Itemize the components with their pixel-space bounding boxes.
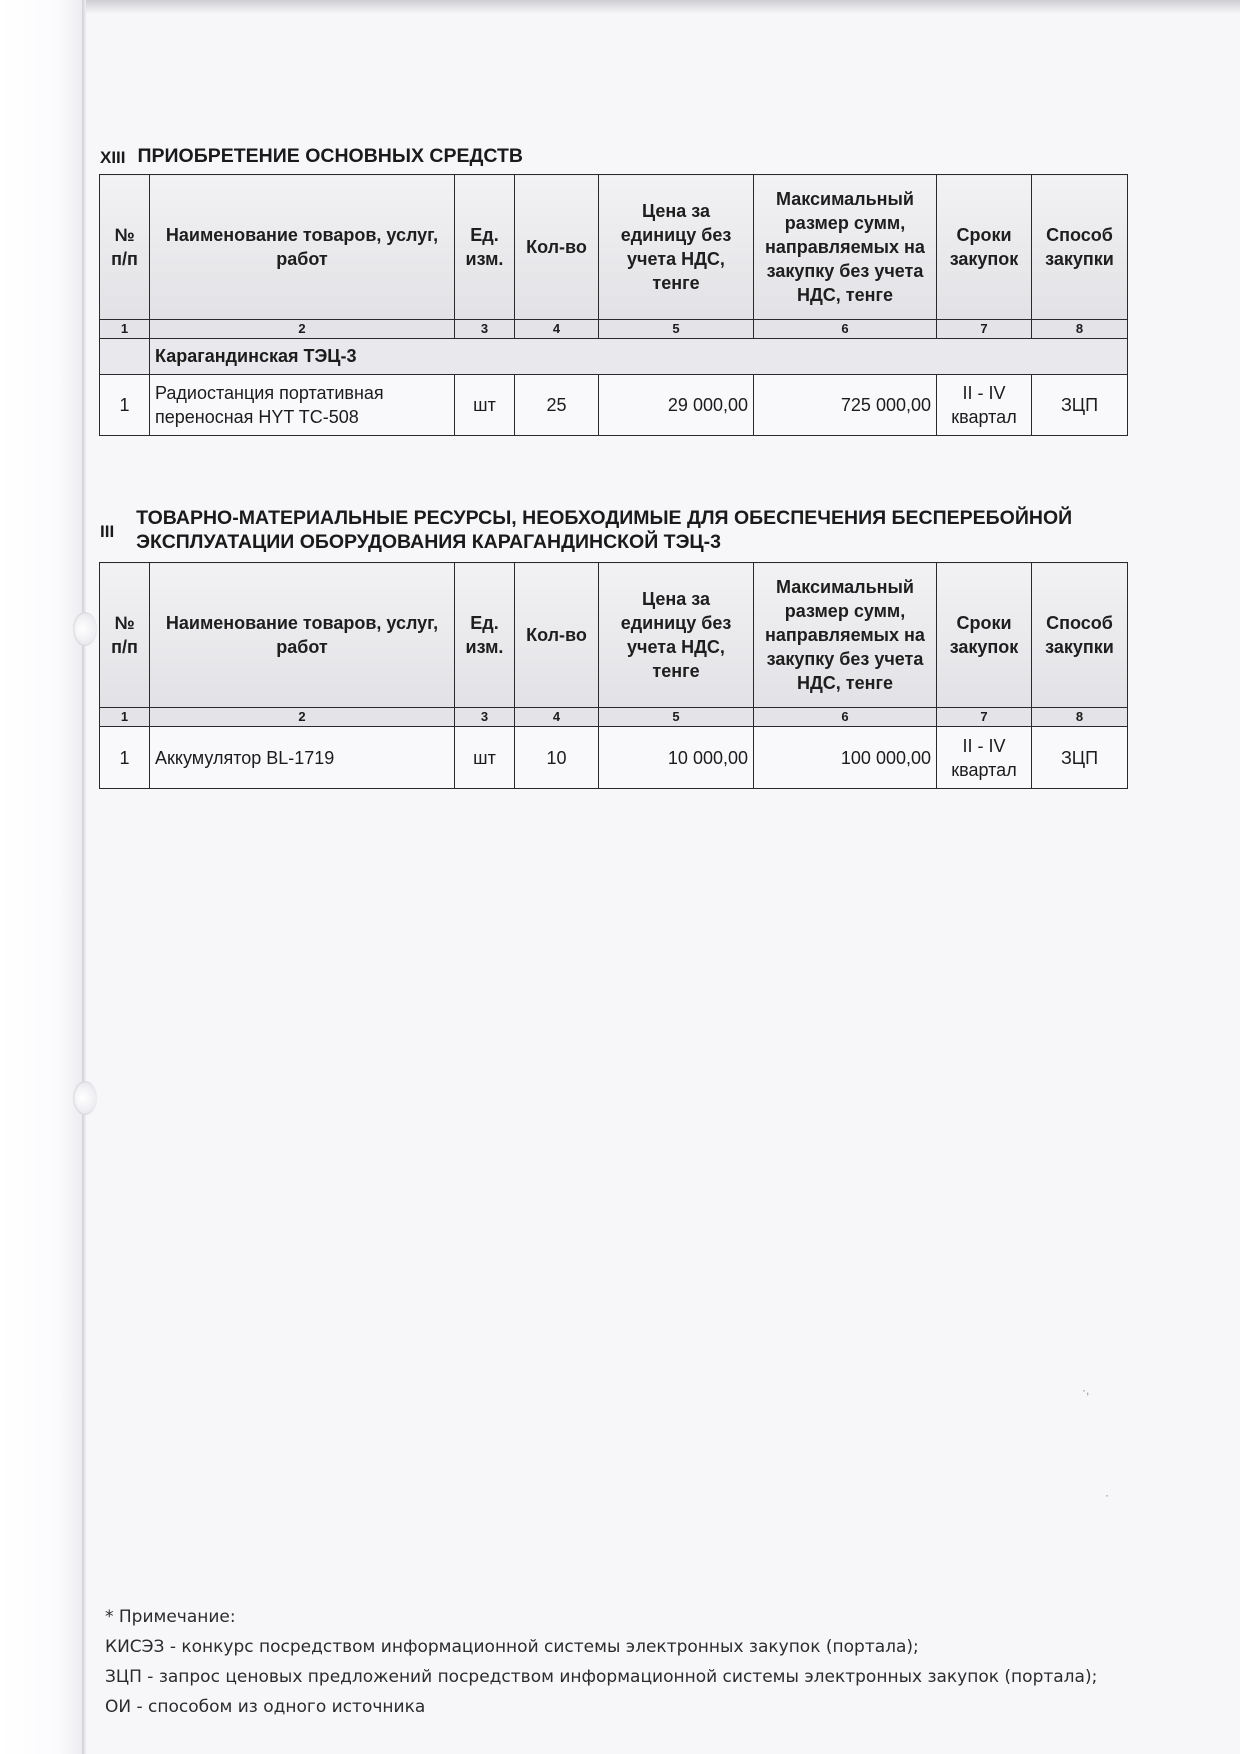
header-num: № п/п xyxy=(100,563,150,708)
header-method: Способ закупки xyxy=(1032,175,1128,320)
header-max-sum: Максимальный размер сумм, направляемых на закупку без учета НДС, тенге xyxy=(754,175,937,320)
material-resources-table xyxy=(99,562,1128,789)
punch-hole xyxy=(73,612,97,646)
section-number: XIII xyxy=(100,148,126,167)
row-price: 10 000,00 xyxy=(599,727,754,789)
scan-speck: · xyxy=(1105,1488,1109,1502)
row-qty: 25 xyxy=(515,375,599,436)
punch-hole xyxy=(73,1081,97,1115)
row-max-sum: 725 000,00 xyxy=(754,375,937,436)
row-name: Радиостанция портативная переносная HYT TC-508 xyxy=(150,375,455,436)
column-number: 1 xyxy=(100,708,150,727)
header-num: № п/п xyxy=(100,175,150,320)
footnote xyxy=(105,1602,1097,1722)
table-header-row xyxy=(100,175,1128,320)
row-max-sum: 100 000,00 xyxy=(754,727,937,789)
column-number: 5 xyxy=(599,320,754,339)
group-name: Карагандинская ТЭЦ-3 xyxy=(150,339,1128,375)
column-number-row xyxy=(100,708,1128,727)
scan-speck: ·, xyxy=(1082,1383,1090,1397)
footnote-line: КИСЭЗ - конкурс посредством информационной системы электронных закупок (портала); xyxy=(105,1637,919,1657)
header-qty: Кол-во xyxy=(515,563,599,708)
column-number: 4 xyxy=(515,708,599,727)
header-qty: Кол-во xyxy=(515,175,599,320)
row-num: 1 xyxy=(100,375,150,436)
header-name: Наименование товаров, услуг, работ xyxy=(150,563,455,708)
column-number: 3 xyxy=(455,708,515,727)
column-number: 4 xyxy=(515,320,599,339)
header-name: Наименование товаров, услуг, работ xyxy=(150,175,455,320)
column-number: 7 xyxy=(937,320,1032,339)
row-method: ЗЦП xyxy=(1032,375,1128,436)
scan-shadow xyxy=(0,0,1240,14)
row-qty: 10 xyxy=(515,727,599,789)
footnote-line: ОИ - способом из одного источника xyxy=(105,1697,426,1717)
column-number: 2 xyxy=(150,320,455,339)
table-row xyxy=(100,375,1128,436)
header-method: Способ закупки xyxy=(1032,563,1128,708)
table-row xyxy=(100,727,1128,789)
column-number: 6 xyxy=(754,708,937,727)
section-iii-heading xyxy=(100,506,1100,554)
header-period: Сроки закупок xyxy=(937,175,1032,320)
section-title: ТОВАРНО-МАТЕРИАЛЬНЫЕ РЕСУРСЫ, НЕОБХОДИМЫЕ ДЛЯ ОБЕСПЕЧЕНИЯ БЕСПЕРЕБОЙНОЙ ЭКСПЛУАТАЦИИ ОБОРУДОВАНИЯ КАРАГАНДИНСКОЙ ТЭЦ-3 xyxy=(136,507,1073,553)
fixed-assets-table xyxy=(99,174,1128,436)
column-number: 3 xyxy=(455,320,515,339)
column-number-row xyxy=(100,320,1128,339)
row-price: 29 000,00 xyxy=(599,375,754,436)
column-number: 5 xyxy=(599,708,754,727)
row-unit: шт xyxy=(455,727,515,789)
binding-fold-line xyxy=(82,0,86,1754)
group-row xyxy=(100,339,1128,375)
column-number: 8 xyxy=(1032,708,1128,727)
header-price: Цена за единицу без учета НДС, тенге xyxy=(599,175,754,320)
row-method: ЗЦП xyxy=(1032,727,1128,789)
section-number: III xyxy=(100,522,115,541)
header-max-sum: Максимальный размер сумм, направляемых на закупку без учета НДС, тенге xyxy=(754,563,937,708)
row-name: Аккумулятор BL-1719 xyxy=(150,727,455,789)
row-period: II - IV квартал xyxy=(937,727,1032,789)
footnote-heading: * Примечание: xyxy=(105,1607,236,1627)
table-header-row xyxy=(100,563,1128,708)
column-number: 8 xyxy=(1032,320,1128,339)
section-xiii-heading xyxy=(100,144,523,170)
footnote-line: ЗЦП - запрос ценовых предложений посредством информационной системы электронных закупок (портала); xyxy=(105,1667,1098,1687)
column-number: 7 xyxy=(937,708,1032,727)
row-period: II - IV квартал xyxy=(937,375,1032,436)
column-number: 2 xyxy=(150,708,455,727)
group-spacer xyxy=(100,339,150,375)
header-price: Цена за единицу без учета НДС, тенге xyxy=(599,563,754,708)
binding-margin xyxy=(0,0,84,1754)
header-unit: Ед. изм. xyxy=(455,175,515,320)
section-title: ПРИОБРЕТЕНИЕ ОСНОВНЫХ СРЕДСТВ xyxy=(137,145,523,167)
row-num: 1 xyxy=(100,727,150,789)
column-number: 1 xyxy=(100,320,150,339)
header-unit: Ед. изм. xyxy=(455,563,515,708)
column-number: 6 xyxy=(754,320,937,339)
header-period: Сроки закупок xyxy=(937,563,1032,708)
row-unit: шт xyxy=(455,375,515,436)
